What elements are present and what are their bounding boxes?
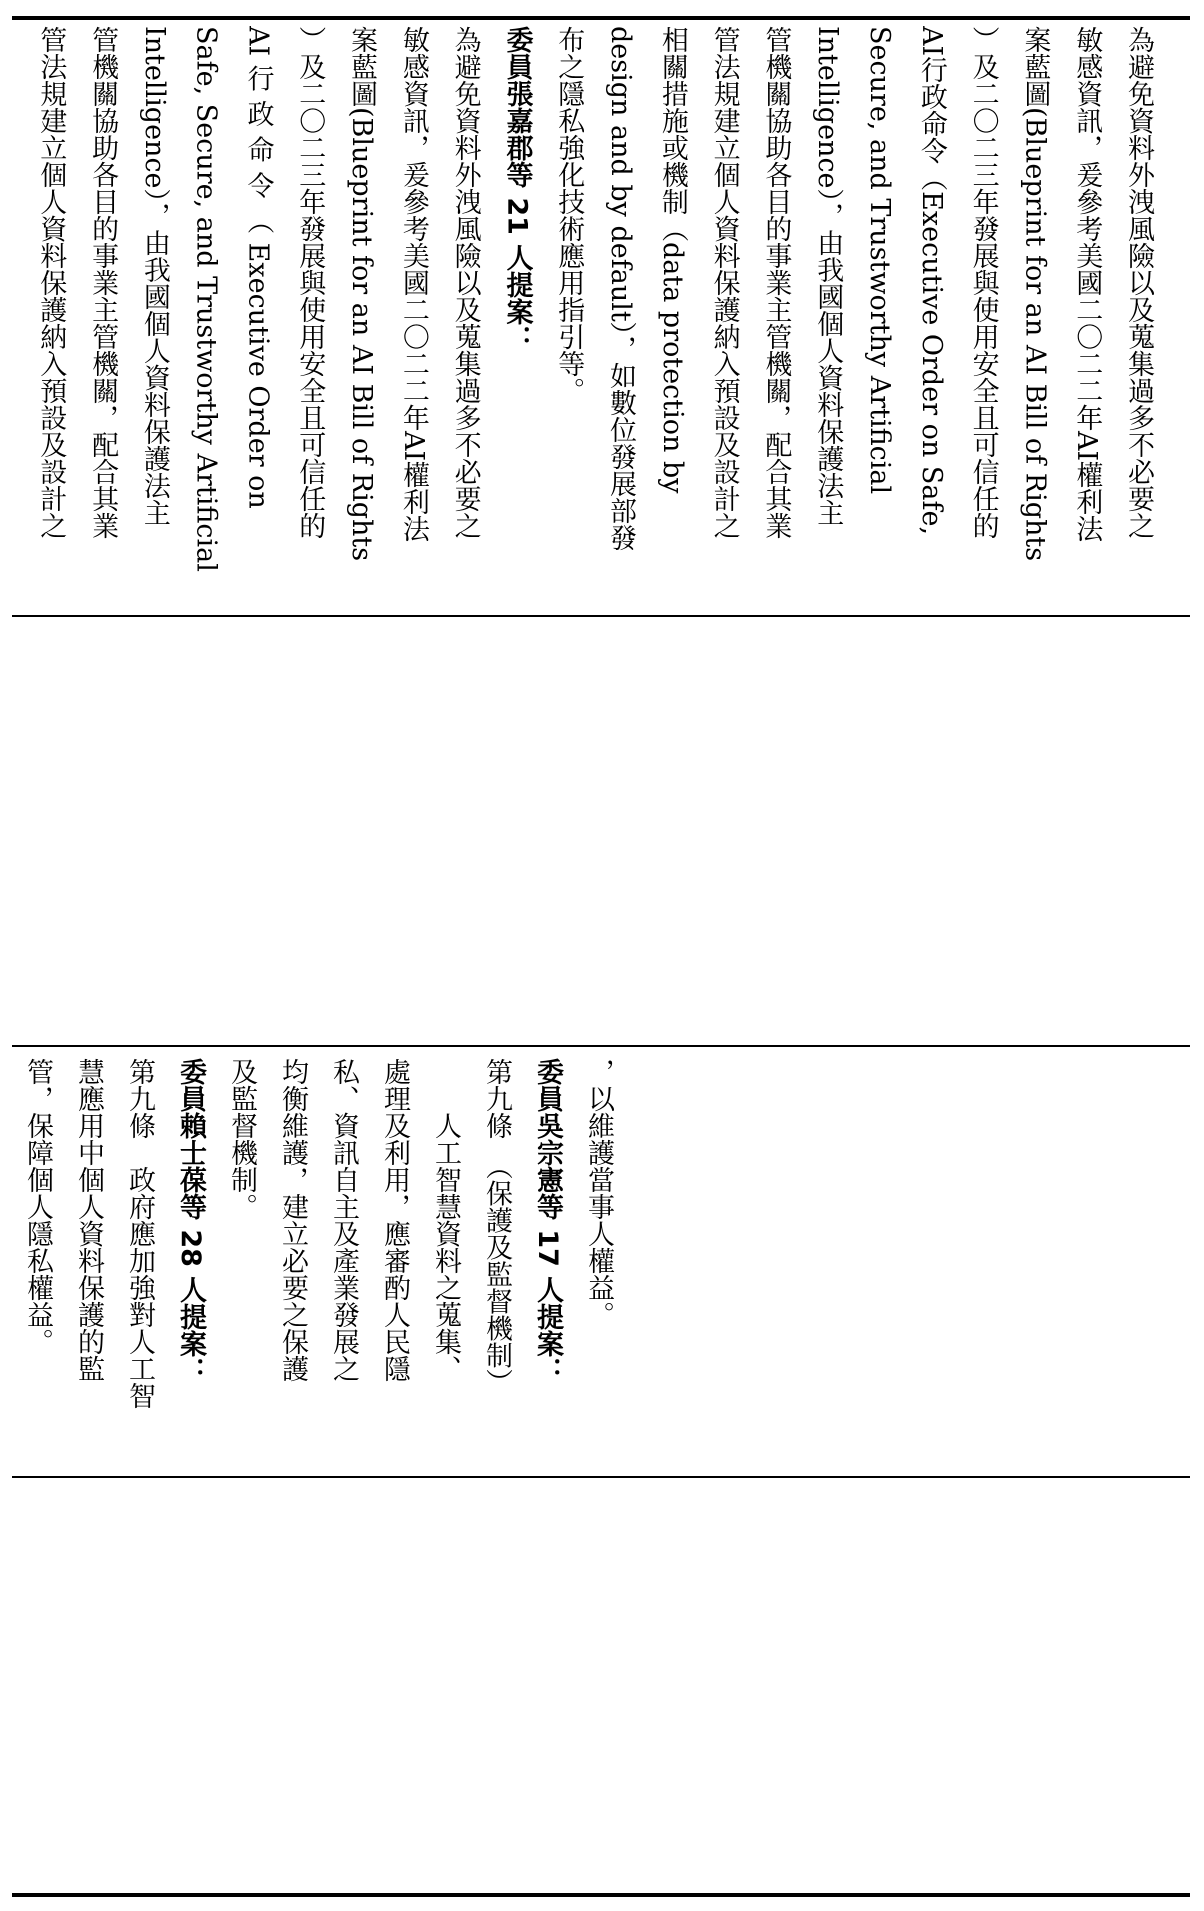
lower-divider	[12, 1476, 1190, 1478]
text-column: AI 行 政 命 令 （ Executive Order on	[242, 26, 274, 509]
text-column: 管法規建立個人資料保護納入預設及設計之	[35, 26, 67, 539]
proposal-heading: 委員張嘉郡等 21 人提案：	[501, 26, 533, 353]
text-column: 管機關協助各目的事業主管機關，配合其業	[87, 26, 119, 539]
text-column: design and by default），如數位發展部發	[605, 26, 637, 552]
upper-divider	[12, 615, 1190, 617]
text-column: 案藍圖(Blueprint for an AI Bill of Rights	[1019, 26, 1051, 562]
text-column: AI行政命令（Executive Order on Safe,	[915, 26, 947, 536]
text-column: 敏感資訊，爰參考美國二〇二二年AI權利法	[1071, 26, 1103, 543]
proposal-heading: 委員吳宗憲等 17 人提案：	[532, 1058, 563, 1385]
text-column: 均衡維護，建立必要之保護	[277, 1058, 308, 1382]
text-column: 及監督機制。	[226, 1058, 257, 1220]
text-column: 私、資訊自主及產業發展之	[328, 1058, 359, 1382]
text-column: 人工智慧資料之蒐集、	[430, 1058, 461, 1382]
text-column: ）及二〇二三年發展與使用安全且可信任的	[967, 26, 999, 539]
top-text-block	[24, 26, 1164, 608]
text-column: 相關措施或機制（data protection by	[656, 26, 688, 494]
text-column: 敏感資訊，爰參考美國二〇二二年AI權利法	[397, 26, 429, 543]
text-column: Intelligence），由我國個人資料保護法主	[138, 26, 170, 527]
text-column: 管機關協助各目的事業主管機關，配合其業	[760, 26, 792, 539]
text-column: Intelligence），由我國個人資料保護法主	[812, 26, 844, 527]
text-column: 慧應用中個人資料保護的監	[73, 1058, 104, 1382]
text-column: ）及二〇二三年發展與使用安全且可信任的	[294, 26, 326, 539]
text-column: Secure, and Trustworthy Artificial	[864, 26, 896, 495]
text-column: 為避免資料外洩風險以及蒐集過多不必要之	[449, 26, 481, 539]
text-column: 為避免資料外洩風險以及蒐集過多不必要之	[1123, 26, 1154, 539]
text-column: Safe, Secure, and Trustworthy Artificial	[190, 26, 222, 572]
bottom-rule	[12, 1893, 1190, 1897]
text-column: 管法規建立個人資料保護納入預設及設計之	[708, 26, 740, 539]
article-heading: 第九條 政府應加強對人工智	[124, 1058, 155, 1409]
text-column: 處理及利用，應審酌人民隱	[379, 1058, 410, 1382]
proposal-heading: 委員賴士葆等 28 人提案：	[175, 1058, 206, 1385]
text-column: 案藍圖(Blueprint for an AI Bill of Rights	[346, 26, 378, 562]
text-column: ，以維護當事人權益。	[583, 1058, 614, 1328]
text-column: 布之隱私強化技術應用指引等。	[553, 26, 585, 404]
top-rule	[12, 16, 1190, 20]
text-column: 管，保障個人隱私權益。	[22, 1058, 53, 1355]
article-heading: 第九條 （保護及監督機制）	[481, 1058, 512, 1396]
middle-text-block	[14, 1058, 624, 1470]
middle-divider	[12, 1045, 1190, 1047]
